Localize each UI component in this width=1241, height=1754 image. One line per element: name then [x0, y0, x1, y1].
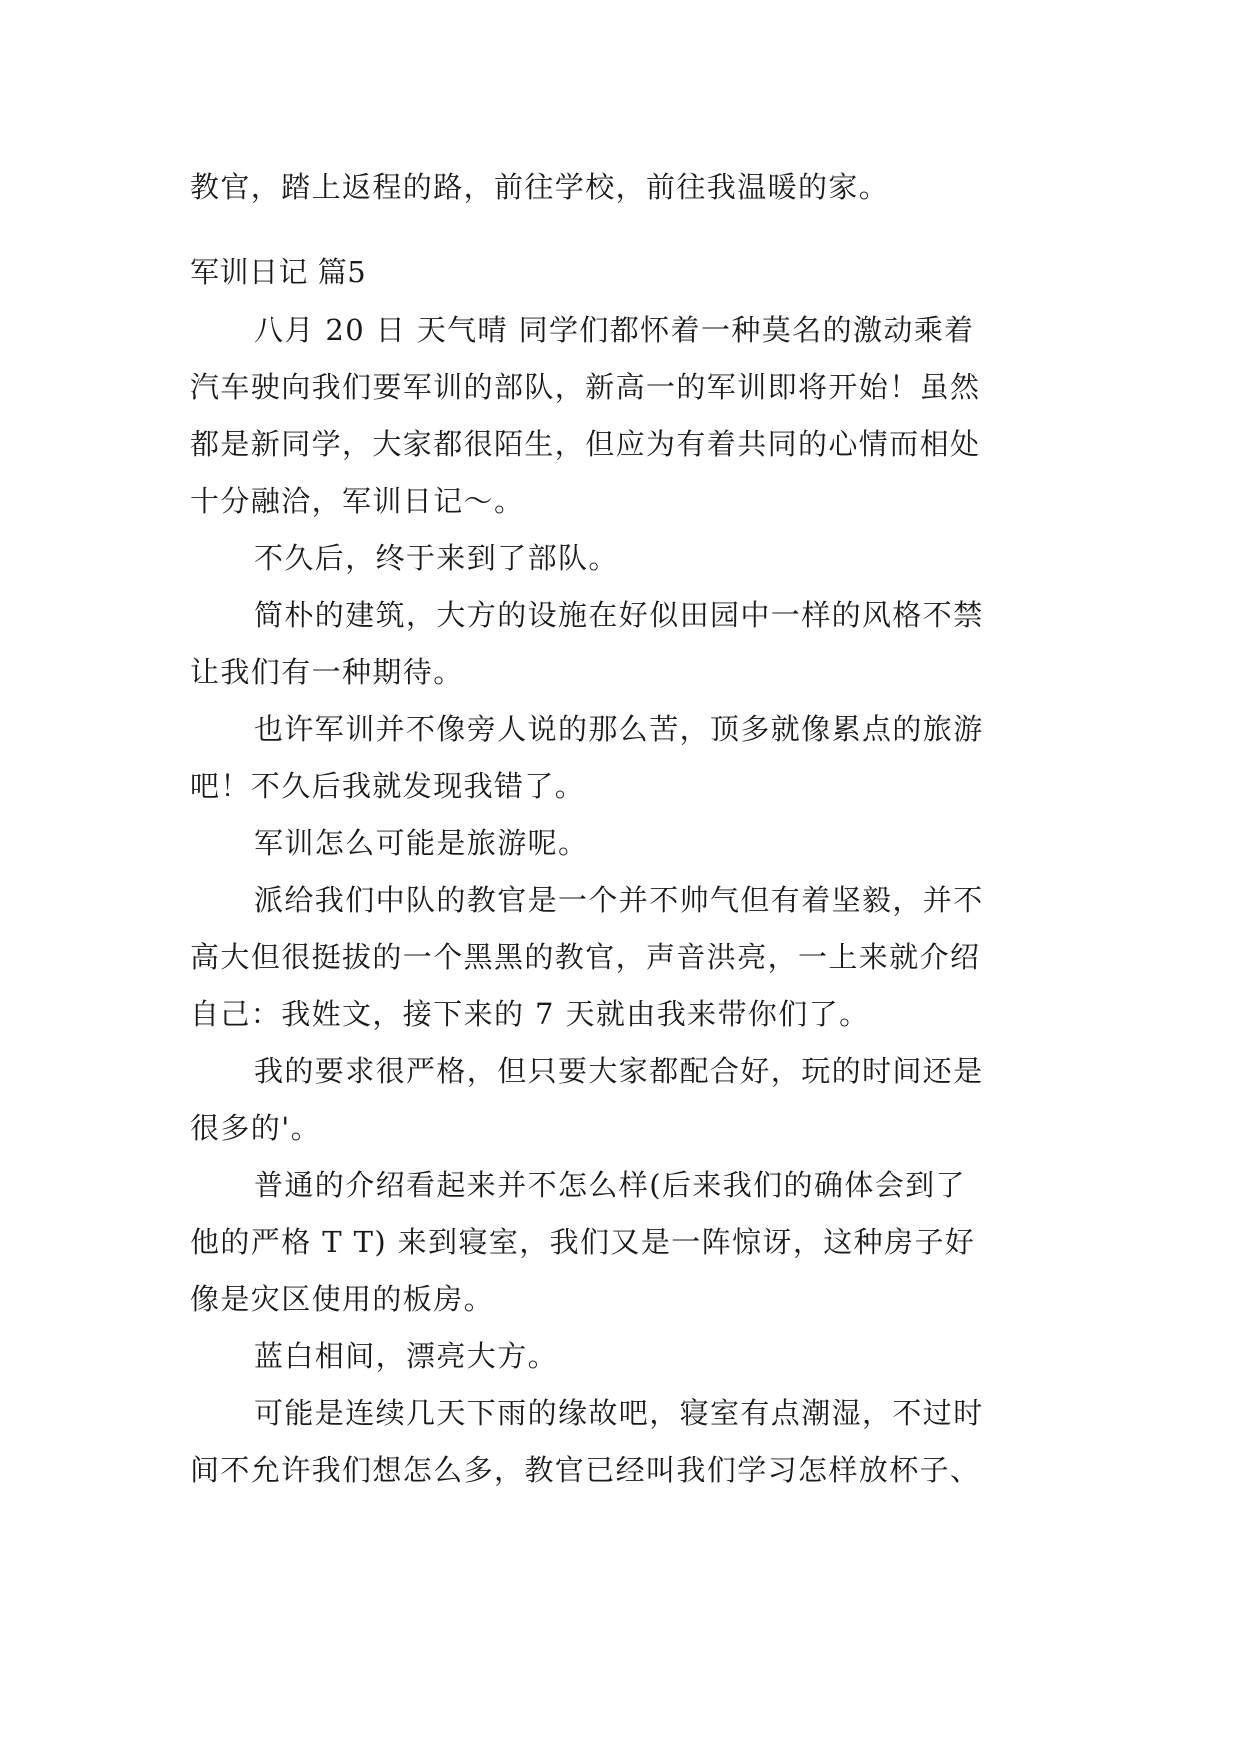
paragraph-line: 他的严格 T T) 来到寝室，我们又是一阵惊讶，这种房子好	[190, 1225, 976, 1259]
paragraph-line: 也许军训并不像旁人说的那么苦，顶多就像累点的旅游	[254, 712, 984, 746]
paragraph-line: 很多的'。	[190, 1111, 321, 1145]
intro-line: 教官，踏上返程的路，前往学校，前往我温暖的家。	[190, 170, 890, 204]
paragraph-line: 都是新同学，大家都很陌生，但应为有着共同的心情而相处	[190, 427, 981, 461]
paragraph-line: 派给我们中队的教官是一个并不帅气但有着坚毅，并不	[254, 883, 984, 917]
paragraph-line: 八月 20 日 天气晴 同学们都怀着一种莫名的激动乘着	[254, 313, 975, 347]
paragraph-line: 军训怎么可能是旅游呢。	[254, 826, 589, 860]
paragraph-line: 高大但很挺拔的一个黑黑的教官，声音洪亮，一上来就介绍	[190, 940, 981, 974]
paragraph-line: 蓝白相间，漂亮大方。	[254, 1339, 559, 1373]
paragraph-line: 像是灾区使用的板房。	[190, 1282, 495, 1316]
paragraph-line: 我的要求很严格，但只要大家都配合好，玩的时间还是	[254, 1054, 984, 1088]
paragraph-line: 自己：我姓文，接下来的 7 天就由我来带你们了。	[190, 997, 870, 1031]
paragraph-line: 间不允许我们想怎么多，教官已经叫我们学习怎样放杯子、	[190, 1453, 981, 1487]
paragraph-line: 让我们有一种期待。	[190, 655, 464, 689]
paragraph-line: 普通的介绍看起来并不怎么样(后来我们的确体会到了	[254, 1168, 966, 1202]
paragraph-line: 十分融洽，军训日记～。	[190, 484, 525, 518]
paragraph-line: 不久后，终于来到了部队。	[254, 541, 619, 575]
section-title: 军训日记 篇5	[190, 255, 367, 289]
paragraph-line: 可能是连续几天下雨的缘故吧，寝室有点潮湿，不过时	[254, 1396, 984, 1430]
paragraph-line: 汽车驶向我们要军训的部队，新高一的军训即将开始！虽然	[190, 370, 981, 404]
paragraph-line: 简朴的建筑，大方的设施在好似田园中一样的风格不禁	[254, 598, 984, 632]
paragraph-line: 吧！不久后我就发现我错了。	[190, 769, 586, 803]
